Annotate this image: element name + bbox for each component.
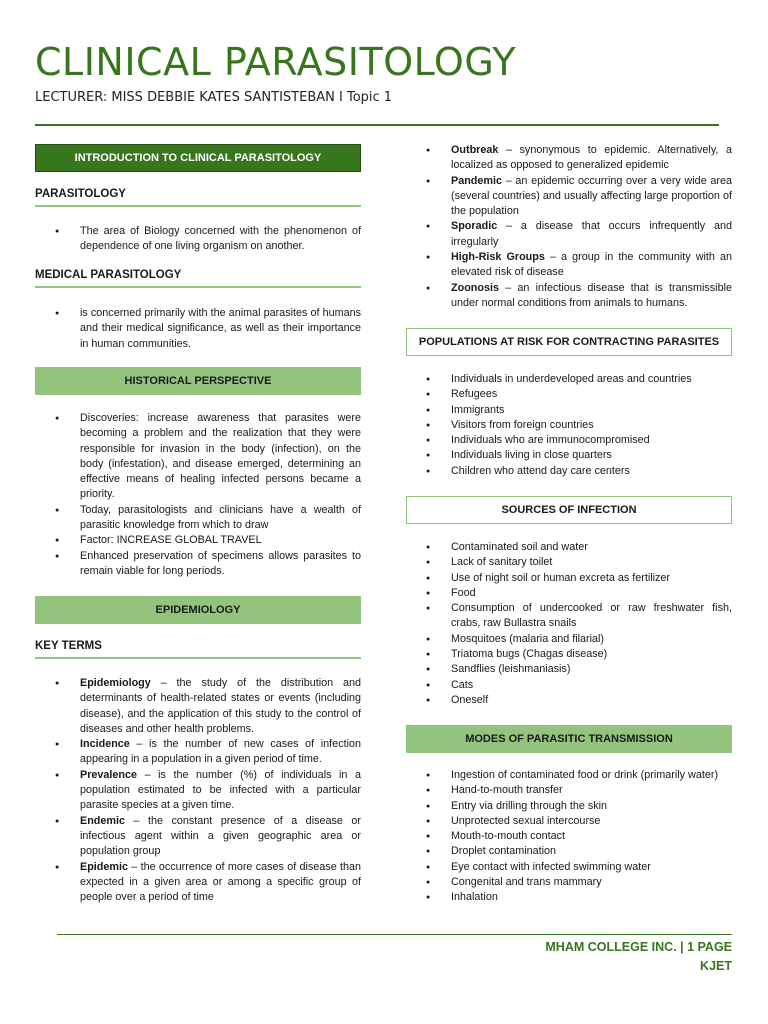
populations-at-risk-banner: POPULATIONS AT RISK FOR CONTRACTING PARASITES [406, 328, 732, 356]
list-item [35, 814, 361, 860]
term-definition: – is the number (%) of individuals in a population estimated to be infected with a particular parasite species at a given time. [80, 768, 361, 812]
term-definition: – an infectious disease that is transmissible under normal conditions from animals to humans. [451, 281, 732, 309]
list-item: ● Inhalation [406, 890, 732, 905]
term: Epidemiology [80, 677, 151, 689]
epidemiology-banner: EPIDEMIOLOGY [35, 596, 361, 624]
list-item: ● Factor: INCREASE GLOBAL TRAVEL [35, 533, 361, 548]
footer-college: MHAM COLLEGE INC. | 1 PAGE [545, 940, 732, 954]
intro-banner: INTRODUCTION TO CLINICAL PARASITOLOGY [35, 144, 361, 172]
list-item [406, 174, 732, 220]
list-item: ● Mosquitoes (malaria and filarial) [406, 632, 732, 647]
list-item: ● Unprotected sexual intercourse [406, 814, 732, 829]
term-definition: – an epidemic occurring over a very wide area (several countries) and usually affecting large proportion of the population [451, 174, 732, 218]
list-item: ● Cats [406, 678, 732, 693]
list-item [35, 676, 361, 737]
page-title: CLINICAL PARASITOLOGY [35, 40, 517, 84]
key-terms-list-left [35, 676, 361, 905]
list-item: ● Congenital and trans mammary [406, 875, 732, 890]
list-item: ● is concerned primarily with the animal parasites of humans and their medical significance, as well as their importance in human communities. [35, 306, 361, 352]
list-item: ● The area of Biology concerned with the phenomenon of dependence of one living organism on another. [35, 224, 361, 255]
list-item: ● Use of night soil or human excreta as fertilizer [406, 571, 732, 586]
list-item: ● Lack of sanitary toilet [406, 555, 732, 570]
list-item: ● Individuals in underdeveloped areas and countries [406, 372, 732, 387]
term-definition: – the study of the distribution and determinants of health-related states or events (including disease), and the application of this study to the control of diseases and other health problems. [80, 677, 361, 735]
list-item: ● Entry via drilling through the skin [406, 799, 732, 814]
term: Incidence [80, 738, 130, 751]
historical-perspective-banner: HISTORICAL PERSPECTIVE [35, 367, 361, 395]
term-definition: – the constant presence of a disease or infectious agent within a given geographic area or population group [80, 814, 361, 858]
term: Sporadic [451, 220, 498, 233]
list-item: ● Ingestion of contaminated food or drink (primarily water) [406, 768, 732, 783]
term: Epidemic [80, 860, 129, 873]
term-definition: – synonymous to epidemic. Alternatively, a localized as opposed to generalized epidemic [451, 144, 732, 172]
list-item: ● Immigrants [406, 403, 732, 418]
list-item: ● Eye contact with infected swimming water [406, 860, 732, 875]
historical-list [35, 411, 361, 579]
list-item: ● Today, parasitologists and clinicians have a wealth of parasitic knowledge from which to draw [35, 503, 361, 534]
parasitology-heading: PARASITOLOGY [35, 188, 361, 207]
list-item: ● Oneself [406, 693, 732, 708]
footer-initials: KJET [700, 959, 732, 973]
list-item: ● Sandflies (leishmaniasis) [406, 662, 732, 677]
key-terms-heading: KEY TERMS [35, 640, 361, 659]
term: Prevalence [80, 768, 138, 781]
medical-parasitology-heading: MEDICAL PARASITOLOGY [35, 269, 361, 288]
list-item: ● Mouth-to-mouth contact [406, 829, 732, 844]
list-item: ● Contaminated soil and water [406, 540, 732, 555]
list-item: ● Consumption of undercooked or raw freshwater fish, crabs, raw Bullastra snails [406, 601, 732, 632]
term: Outbreak [451, 144, 499, 156]
lecturer-subtitle: LECTURER: MISS DEBBIE KATES SANTISTEBAN I Topic 1 [35, 90, 393, 105]
term-definition: – a group in the community with an elevated risk of disease [451, 251, 732, 279]
list-item: ● Discoveries: increase awareness that parasites were becoming a problem and the realization that they were responsible for invasion in the body (infection), on the body (infestation), and disease emerged, determining an effective means of healing infected persons became a priority. [35, 411, 361, 503]
term: Zoonosis [451, 281, 499, 294]
sources-of-infection-banner: SOURCES OF INFECTION [406, 496, 732, 524]
list-item: ● Children who attend day care centers [406, 464, 732, 479]
list-item: ● Triatoma bugs (Chagas disease) [406, 647, 732, 662]
footer-divider [57, 934, 732, 935]
list-item [35, 737, 361, 768]
medical-parasitology-list [35, 306, 361, 352]
modes-of-transmission-banner: MODES OF PARASITIC TRANSMISSION [406, 725, 732, 753]
term-definition: – a disease that occurs infrequently and irregularly [451, 220, 732, 248]
list-item [35, 860, 361, 906]
header-divider [35, 124, 719, 126]
list-item: ● Droplet contamination [406, 844, 732, 859]
list-item [406, 219, 732, 250]
list-item: ● Hand-to-mouth transfer [406, 783, 732, 798]
modes-list [406, 768, 732, 906]
list-item [406, 143, 732, 174]
list-item [406, 281, 732, 312]
list-item: ● Visitors from foreign countries [406, 418, 732, 433]
term-definition: – is the number of new cases of infection appearing in a population in a given period of time. [80, 738, 361, 766]
list-item [35, 768, 361, 814]
term-definition: – the occurrence of more cases of disease than expected in a given area or among a specific group of people over a period of time [80, 860, 361, 904]
list-item: ● Individuals living in close quarters [406, 448, 732, 463]
list-item [406, 250, 732, 281]
parasitology-list [35, 224, 361, 255]
sources-list [406, 540, 732, 708]
term: High-Risk Groups [451, 251, 545, 264]
term: Pandemic [451, 174, 503, 187]
list-item: ● Individuals who are immunocompromised [406, 433, 732, 448]
list-item: ● Refugees [406, 387, 732, 402]
term: Endemic [80, 814, 126, 827]
list-item: ● Enhanced preservation of specimens allows parasites to remain viable for long periods. [35, 549, 361, 580]
populations-list [406, 372, 732, 479]
list-item: ● Food [406, 586, 732, 601]
key-terms-list-right [406, 143, 732, 311]
